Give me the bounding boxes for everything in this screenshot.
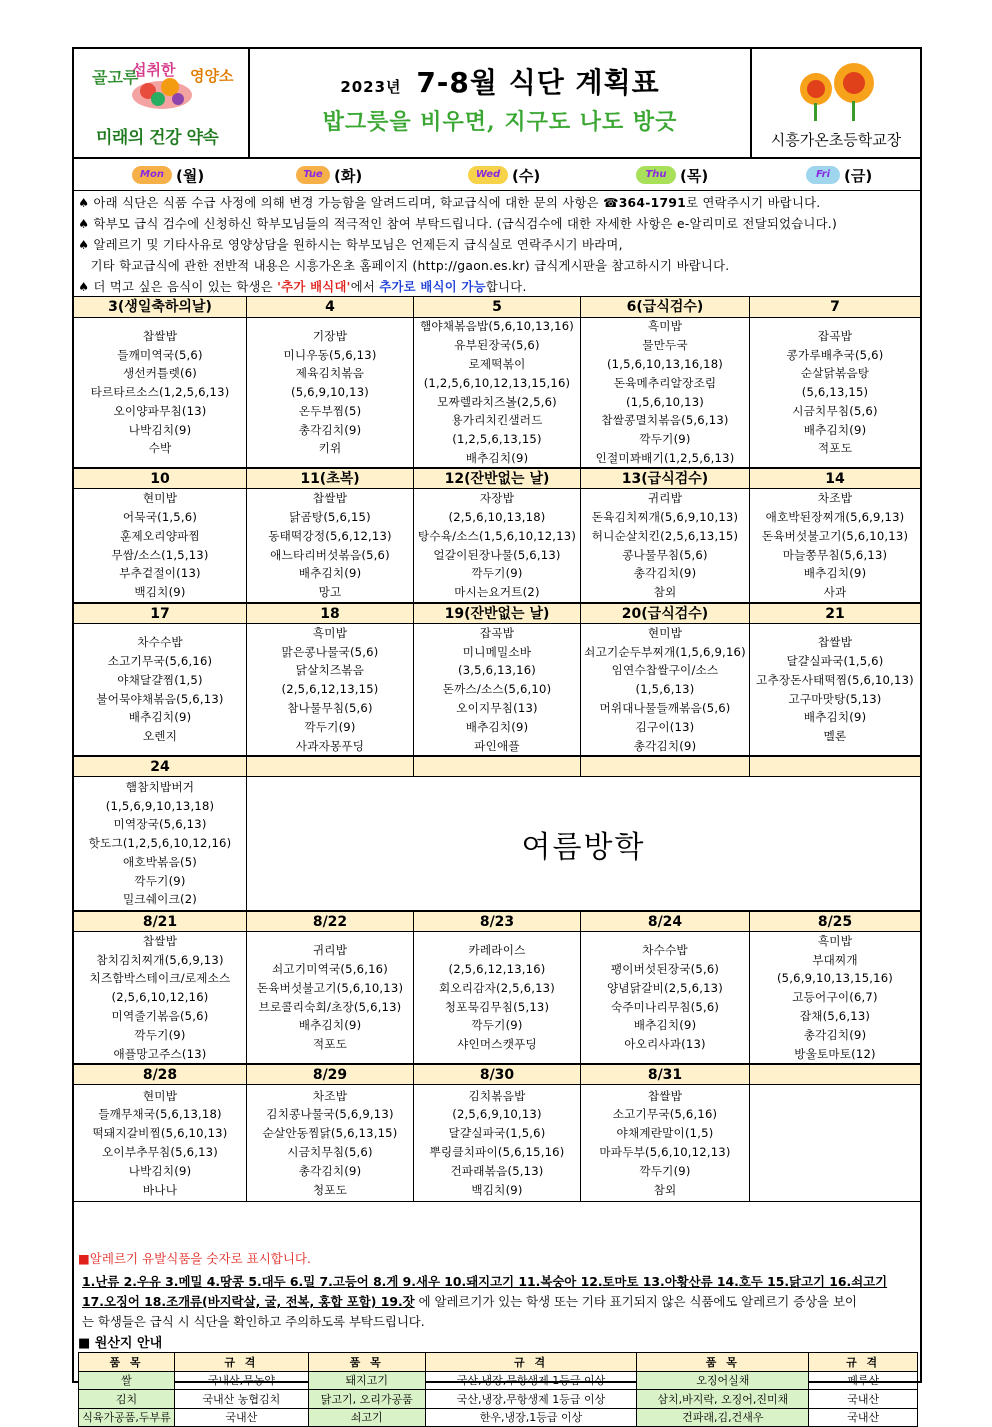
date-cell: 8/22 xyxy=(247,912,414,932)
weekday-thu xyxy=(636,163,708,187)
menu-item: 돈육버섯불고기(5,6,10,13) xyxy=(761,528,909,543)
allergy-title: ■알레르기 유발식품을 숫자로 표시합니다. xyxy=(78,1251,311,1266)
menu-cell xyxy=(750,932,920,1063)
menu-item: 현미밥 xyxy=(142,1088,178,1103)
menu-item: 돈까스/소스(5,6,10) xyxy=(442,682,552,697)
date-cell: 20(급식검수) xyxy=(581,604,750,624)
menu-item: 키위 xyxy=(318,441,342,456)
weekday-badge: Tue xyxy=(296,166,330,184)
menu-item: 오렌지 xyxy=(142,729,178,744)
menu-item: 시금치무침(5,6) xyxy=(287,1145,373,1159)
menu-item: 찹쌀밥 xyxy=(142,933,178,948)
date-row xyxy=(74,603,920,624)
menu-row xyxy=(74,1085,920,1202)
menu-item: 배추김치(9) xyxy=(465,450,529,465)
menu-item: 배추김치(9) xyxy=(803,710,867,725)
notice-line: ♠ 학부모 급식 검수에 신청하신 학부모님들의 적극적인 참여 부탁드립니다. (급식검수에 대한 자세한 사항은 e-알리미로 전달되었습니다.) xyxy=(78,217,838,231)
menu-item: 총각김치(9) xyxy=(298,422,362,437)
origin-row: 김치 국내산 농협김치 닭고기, 오리가공품 국산,냉장,무항생제 1등급 이상 삼치,바지락, 오징어,진미채 국내산 xyxy=(79,1390,918,1409)
weekday-label: (수) xyxy=(512,166,541,185)
menu-item: 인절미꽈배기(1,2,5,6,13) xyxy=(595,450,735,465)
menu-item: 참치김치찌개(5,6,9,13) xyxy=(96,952,224,967)
title-text: 7-8월 식단 계획표 xyxy=(416,66,660,99)
date-cell: 12(잔반없는 날) xyxy=(414,469,581,489)
menu-item: 차수수밥 xyxy=(642,943,688,958)
date-cell: 13(급식검수) xyxy=(581,469,750,489)
menu-item: (1,5,6,13) xyxy=(635,682,695,697)
menu-item: 타르타르소스(1,2,5,6,13) xyxy=(90,385,230,400)
menu-cell xyxy=(247,1085,414,1201)
menu-item: 아오리사과(13) xyxy=(624,1037,706,1052)
menu-cell xyxy=(581,624,750,755)
menu-item: 미역줄기볶음(5,6) xyxy=(111,1008,209,1023)
menu-item: 동태떡강정(5,6,12,13) xyxy=(268,528,392,543)
menu-item: 흑미밥 xyxy=(647,319,683,334)
menu-item: 물만두국 xyxy=(642,338,688,353)
menu-item: 콩나물무침(5,6) xyxy=(622,547,708,562)
menu-item: 배추김치(9) xyxy=(465,719,529,734)
menu-item: (2,5,6,9,10,13) xyxy=(452,1107,542,1122)
menu-item: 적포도 xyxy=(312,1037,348,1052)
menu-item: 사과 xyxy=(823,585,847,600)
menu-item: 훈제오리양파찜 xyxy=(120,528,200,543)
weekday-tue xyxy=(296,163,362,187)
menu-item: (5,6,9,10,13) xyxy=(290,385,370,400)
menu-item: 나박김치(9) xyxy=(128,422,192,437)
weekday-label: (화) xyxy=(334,166,363,185)
date-row xyxy=(74,756,920,777)
date-cell: 8/28 xyxy=(74,1065,247,1085)
menu-cell xyxy=(74,624,247,755)
menu-cell xyxy=(247,932,414,1063)
weekday-wed xyxy=(468,163,540,187)
date-cell: 19(잔반없는 날) xyxy=(414,604,581,624)
menu-item: 애느타리버섯볶음(5,6) xyxy=(270,547,390,562)
menu-item: 차조밥 xyxy=(312,1088,348,1103)
menu-item: 샤인머스캣푸딩 xyxy=(457,1037,537,1052)
menu-item: 모짜렐라치즈볼(2,5,6) xyxy=(437,394,557,409)
menu-item: 치즈함박스테이크/로제소스 xyxy=(89,971,231,986)
menu-item: 순살닭볶음탕 xyxy=(800,366,870,381)
weekday-label: (금) xyxy=(844,166,873,185)
slogan: 밥그릇을 비우면, 지구도 나도 방긋 xyxy=(322,109,678,135)
date-cell xyxy=(750,757,920,777)
menu-item: 애호박볶음(5) xyxy=(122,854,198,869)
page-title xyxy=(250,61,750,101)
logo-subtitle: 미래의 건강 약속 xyxy=(96,128,219,148)
date-cell: 8/25 xyxy=(817,914,853,930)
menu-item: 참외 xyxy=(653,1182,677,1197)
school-area xyxy=(752,49,920,157)
weekday-badge: Wed xyxy=(468,166,508,184)
date-cell: 8/29 xyxy=(247,1065,414,1085)
menu-item: 부추겉절이(13) xyxy=(119,566,201,581)
menu-item: 생선커틀렛(6) xyxy=(122,366,198,381)
menu-item: 유부된장국(5,6) xyxy=(454,338,540,353)
menu-item: 오이양파무침(13) xyxy=(113,403,207,418)
menu-item: 흑미밥 xyxy=(817,933,853,948)
weekday-header xyxy=(74,159,920,191)
menu-item: 청포묵김무침(5,13) xyxy=(444,999,550,1014)
menu-cell xyxy=(247,624,414,755)
menu-item: 김치볶음밥 xyxy=(468,1088,526,1103)
menu-item: 애플망고주스(13) xyxy=(113,1046,207,1061)
menu-cell xyxy=(750,318,920,467)
menu-item: 찹쌀밥 xyxy=(817,635,853,650)
origin-title: ■ 원산지 안내 xyxy=(78,1336,163,1351)
menu-item: (1,5,6,10,13) xyxy=(625,394,705,409)
menu-item: 마시는요거트(2) xyxy=(454,585,540,600)
weekday-badge: Thu xyxy=(636,166,676,184)
menu-cell xyxy=(581,489,750,602)
menu-item: 콩가루배추국(5,6) xyxy=(786,347,884,362)
menu-item: 시금치무침(5,6) xyxy=(792,403,878,418)
menu-item: 애호박된장찌개(5,6,9,13) xyxy=(765,509,905,524)
menu-item: 차조밥 xyxy=(817,491,853,506)
menu-item: 소고기무국(5,6,16) xyxy=(612,1107,718,1122)
menu-item: 깍두기(9) xyxy=(471,1018,523,1033)
menu-item: 얼갈이된장나물(5,6,13) xyxy=(433,547,561,562)
menu-item: 돈육버섯불고기(5,6,10,13) xyxy=(256,980,404,995)
date-cell: 5 xyxy=(414,297,581,317)
menu-cell xyxy=(414,1085,581,1201)
menu-item: 돈육메추리알장조림 xyxy=(613,375,717,390)
menu-item: 배추김치(9) xyxy=(633,1018,697,1033)
menu-cell xyxy=(74,777,247,910)
weekday-label: (목) xyxy=(680,166,709,185)
menu-item: 현미밥 xyxy=(647,625,683,640)
vacation-label: 여름방학 xyxy=(521,829,646,865)
menu-item: 나박김치(9) xyxy=(128,1163,192,1178)
menu-cell xyxy=(414,318,581,467)
flowers-icon xyxy=(788,59,888,123)
date-cell: 8/21 xyxy=(74,912,247,932)
menu-cell xyxy=(581,1085,750,1201)
date-cell xyxy=(750,1065,920,1085)
menu-item: (1,5,6,9,10,13,18) xyxy=(105,798,215,813)
menu-item: 참외 xyxy=(653,585,677,600)
menu-item: 카레라이스 xyxy=(468,943,526,958)
date-cell: 4 xyxy=(247,297,414,317)
menu-item: 마늘쫑무침(5,6,13) xyxy=(782,547,888,562)
menu-item: 배추김치(9) xyxy=(298,1018,362,1033)
menu-item: 깍두기(9) xyxy=(639,432,691,447)
notice-line: ♠ 아래 식단은 식품 수급 사정에 의해 변경 가능함을 알려드리며, 학교급식에 대한 문의 사항은 ☎364-1791로 연락주시기 바랍니다. xyxy=(78,196,821,210)
menu-item: 찹쌀콩멸치볶음(5,6,13) xyxy=(601,413,729,428)
menu-item: 불어묵야채볶음(5,6,13) xyxy=(96,691,224,706)
menu-item: 총각김치(9) xyxy=(633,738,697,753)
menu-item: 회오리감자(2,5,6,13) xyxy=(439,980,555,995)
date-row xyxy=(74,468,920,489)
svg-text:영양소: 영양소 xyxy=(190,67,234,85)
menu-item: 제육김치볶음 xyxy=(295,366,365,381)
date-cell: 18 xyxy=(247,604,414,624)
menu-item: 잡곡밥 xyxy=(817,328,853,343)
menu-row xyxy=(74,932,920,1064)
menu-item: 닭곰탕(5,6,15) xyxy=(289,509,371,524)
menu-item: (2,5,6,12,13,16) xyxy=(448,961,546,976)
menu-item: 마파두부(5,6,10,12,13) xyxy=(599,1145,731,1159)
menu-item: 청포도 xyxy=(312,1182,348,1197)
menu-item: 핫도그(1,2,5,6,10,12,16) xyxy=(88,836,232,851)
weekday-label: (월) xyxy=(176,166,205,185)
menu-item: (1,2,5,6,13,15) xyxy=(452,432,542,447)
notice-line: 기타 학교급식에 관한 전반적 내용은 시흥가온초 홈페이지 (http://gaon.es.kr) 급식게시판을 참고하시기 바랍니다. xyxy=(78,259,730,273)
menu-item: 백김치(9) xyxy=(471,1182,523,1197)
menu-cell xyxy=(581,932,750,1063)
menu-item: 잡곡밥 xyxy=(479,625,515,640)
menu-item: (5,6,13,15) xyxy=(801,385,869,400)
menu-item: 허니순살치킨(2,5,6,13,15) xyxy=(591,528,739,543)
menu-item: 찹쌀밥 xyxy=(647,1088,683,1103)
date-cell: 14 xyxy=(825,471,845,487)
menu-item: 배추김치(9) xyxy=(298,566,362,581)
menu-item: 배추김치(9) xyxy=(803,566,867,581)
date-cell: 24 xyxy=(74,757,247,777)
menu-item: (2,5,6,12,13,15) xyxy=(281,682,379,697)
menu-item: 바나나 xyxy=(142,1182,178,1197)
menu-item: 햄참치밥버거 xyxy=(125,779,195,794)
menu-item: 머위대나물들깨볶음(5,6) xyxy=(599,700,731,715)
menu-item: 고등어구이(6,7) xyxy=(792,990,878,1005)
date-cell: 3(생일축하의날) xyxy=(74,297,247,317)
menu-item: 달걀실파국(1,5,6) xyxy=(448,1126,546,1141)
date-row xyxy=(74,911,920,932)
notice-line: ♠ 더 먹고 싶은 음식이 있는 학생은 '추가 배식대'에서 추가로 배식이 가능합니다. xyxy=(78,280,527,294)
menu-item: 귀리밥 xyxy=(647,491,683,506)
menu-item: 찹쌀밥 xyxy=(142,328,178,343)
menu-item: 어묵국(1,5,6) xyxy=(122,509,198,524)
origin-row: 식육가공품,두부류 국내산 쇠고기 한우,냉장,1등급 이상 건파래,김,건새우 국내산 xyxy=(79,1408,918,1427)
date-cell xyxy=(247,757,414,777)
menu-item: 수박 xyxy=(148,441,172,456)
menu-item: 잡채(5,6,13) xyxy=(799,1008,871,1023)
menu-item: 깍두기(9) xyxy=(304,719,356,734)
menu-item: 참나물무침(5,6) xyxy=(287,700,373,715)
menu-item: (3,5,6,13,16) xyxy=(457,663,537,678)
date-cell: 10 xyxy=(74,469,247,489)
menu-item: 부대찌개 xyxy=(812,952,858,967)
menu-item: 적포도 xyxy=(817,441,853,456)
menu-item: (1,2,5,6,10,12,13,15,16) xyxy=(423,375,571,390)
menu-item: 총각김치(9) xyxy=(803,1027,867,1042)
menu-item: 야채계란말이(1,5) xyxy=(616,1126,714,1141)
menu-item: 오이부추무침(5,6,13) xyxy=(102,1145,218,1159)
menu-item: 순살안동찜닭(5,6,13,15) xyxy=(262,1126,398,1141)
menu-cell xyxy=(750,1085,920,1201)
menu-item: 망고 xyxy=(318,585,342,600)
menu-cell xyxy=(247,489,414,602)
origin-header-row: 품 목 규 격 품 목 규 격 품 목 규 격 xyxy=(79,1353,918,1372)
menu-item: 팽이버섯된장국(5,6) xyxy=(610,961,720,976)
menu-item: 숙주미나리무침(5,6) xyxy=(610,999,720,1014)
menu-item: 김구이(13) xyxy=(635,719,695,734)
menu-item: 사과자몽푸딩 xyxy=(295,738,365,753)
menu-item: 용가리치킨샐러드 xyxy=(451,413,543,428)
notice-box xyxy=(74,191,920,297)
menu-item: 미니메밀소바 xyxy=(462,644,532,659)
origin-row: 쌀 국내산,무농약 돼지고기 국산,냉장,무항생제 1등급 이상 오징어실채 페루산 xyxy=(79,1371,918,1390)
menu-item: 야채달걀찜(1,5) xyxy=(117,672,203,687)
date-cell xyxy=(414,757,581,777)
weekday-badge: Fri xyxy=(806,166,840,184)
menu-item: 달걀실파국(1,5,6) xyxy=(786,653,884,668)
menu-item: 닭살치즈볶음 xyxy=(295,663,365,678)
menu-item: 현미밥 xyxy=(142,491,178,506)
date-cell xyxy=(581,757,750,777)
date-cell: 8/30 xyxy=(414,1065,581,1085)
menu-item: 미역장국(5,6,13) xyxy=(113,817,207,832)
menu-item: 자장밥 xyxy=(479,491,515,506)
date-cell: 8/24 xyxy=(581,912,750,932)
menu-item: 뿌링클치파이(5,6,15,16) xyxy=(429,1145,565,1159)
menu-item: 파인애플 xyxy=(474,738,520,753)
origin-table xyxy=(78,1352,918,1427)
menu-item: 깍두기(9) xyxy=(471,566,523,581)
date-cell: 8/23 xyxy=(414,912,581,932)
menu-item: 깍두기(9) xyxy=(639,1163,691,1178)
menu-item: (2,5,6,10,13,18) xyxy=(448,509,546,524)
menu-item: 쇠고기미역국(5,6,16) xyxy=(272,961,388,976)
notice-line: ♠ 알레르기 및 기타사유로 영양상담을 원하시는 학부모님은 언제든지 급식실로 연락주시기 바라며, xyxy=(78,238,623,252)
menu-item: 온두부찜(5) xyxy=(298,403,362,418)
menu-item: 백김치(9) xyxy=(134,585,186,600)
date-row xyxy=(74,1064,920,1085)
menu-item: 떡돼지갈비찜(5,6,10,13) xyxy=(92,1126,228,1141)
menu-item: 기장밥 xyxy=(312,328,348,343)
menu-cell xyxy=(750,624,920,755)
logo-area xyxy=(74,49,250,157)
menu-item: 오이지무침(13) xyxy=(456,700,538,715)
menu-item: 햄야채볶음밥(5,6,10,13,16) xyxy=(420,319,574,334)
svg-text:섭취한: 섭취한 xyxy=(132,61,176,79)
sheet-header xyxy=(74,49,920,159)
date-cell: 8/31 xyxy=(581,1065,750,1085)
weekday-mon xyxy=(132,163,204,187)
weekday-fri xyxy=(806,163,872,187)
menu-row xyxy=(74,624,920,756)
menu-item: 들깨무채국(5,6,13,18) xyxy=(98,1107,222,1122)
menu-item: 배추김치(9) xyxy=(803,422,867,437)
menu-item: 차수수밥 xyxy=(137,635,183,650)
menu-item: 배추김치(9) xyxy=(128,710,192,725)
menu-item: 건파래볶음(5,13) xyxy=(450,1163,544,1178)
menu-cell xyxy=(74,1085,247,1201)
menu-item: 김치콩나물국(5,6,9,13) xyxy=(266,1107,394,1122)
menu-item: 쇠고기순두부찌개(1,5,6,9,16) xyxy=(584,644,746,659)
svg-text:골고루: 골고루 xyxy=(92,68,139,87)
menu-sheet xyxy=(72,47,922,1425)
menu-item: 탕수육/소스(1,5,6,10,12,13) xyxy=(417,528,577,543)
menu-item: 소고기무국(5,6,16) xyxy=(107,653,213,668)
menu-item: 흑미밥 xyxy=(312,625,348,640)
date-row xyxy=(74,297,920,318)
menu-item: 임연수찹쌀구이/소스 xyxy=(611,663,719,678)
menu-item: 로제떡볶이 xyxy=(468,356,526,371)
menu-item: 방울토마토(12) xyxy=(794,1046,876,1061)
menu-item: 총각김치(9) xyxy=(298,1163,362,1178)
year: 2023년 xyxy=(340,78,402,96)
menu-item: 양념닭갈비(2,5,6,13) xyxy=(607,980,723,995)
menu-item: 무쌈/소스(1,5,13) xyxy=(111,547,209,562)
menu-item: 맑은콩나물국(5,6) xyxy=(281,644,379,659)
menu-item: 브로콜리숙회/초장(5,6,13) xyxy=(258,999,402,1014)
menu-row xyxy=(74,777,920,911)
title-area xyxy=(250,49,752,157)
date-cell: 6(급식검수) xyxy=(581,297,750,317)
menu-cell xyxy=(247,318,414,467)
menu-cell xyxy=(581,318,750,467)
menu-row xyxy=(74,318,920,468)
weekday-badge: Mon xyxy=(132,166,172,184)
menu-cell xyxy=(74,932,247,1063)
menu-item: (1,5,6,10,13,16,18) xyxy=(606,356,724,371)
menu-item: 깍두기(9) xyxy=(134,1027,186,1042)
menu-row xyxy=(74,489,920,603)
menu-item: 총각김치(9) xyxy=(633,566,697,581)
menu-item: 돈육김치찌개(5,6,9,10,13) xyxy=(591,509,739,524)
menu-cell xyxy=(414,624,581,755)
menu-item: 고구마맛탕(5,13) xyxy=(788,691,882,706)
menu-item: 고추장돈사태떡찜(5,6,10,13) xyxy=(756,672,914,687)
menu-cell xyxy=(414,932,581,1063)
menu-cell xyxy=(414,489,581,602)
menu-item: 찹쌀밥 xyxy=(312,491,348,506)
date-cell: 17 xyxy=(74,604,247,624)
menu-item: 귀리밥 xyxy=(312,943,348,958)
menu-item: (5,6,9,10,13,15,16) xyxy=(776,971,894,986)
school-name: 시흥가온초등학교장 xyxy=(770,131,902,149)
date-cell: 7 xyxy=(830,299,840,315)
menu-item: 깍두기(9) xyxy=(134,873,186,888)
date-cell: 21 xyxy=(825,606,845,622)
menu-item: 들깨미역국(5,6) xyxy=(117,347,203,362)
date-cell: 11(초복) xyxy=(247,469,414,489)
menu-item: (2,5,6,10,12,16) xyxy=(111,990,209,1005)
menu-item: 밀크쉐이크(2) xyxy=(122,892,198,907)
nutrition-logo-icon xyxy=(86,57,238,113)
allergy-legend: 1.난류 2.우유 3.메밀 4.땅콩 5.대두 6.밀 7.고등어 8.게 9.새우 10.돼지고기 11.복숭아 12.토마토 13.아황산류 14.호두 15.닭고기 16.쇠고기 17.오징어 18.조개류(바지락살, 굴, 전복, 홍합 포함) 19.잣 에 알레르기가 있는 학생 또는 기타 표기되지 않은 식품에도 알레르기 증상을 보이 는 학생들은 급식 시 식단을 확인하고 주의하도록 부탁드립니다. xyxy=(82,1274,888,1329)
menu-cell xyxy=(74,489,247,602)
menu-cell xyxy=(750,489,920,602)
menu-cell xyxy=(74,318,247,467)
menu-item: 미니우동(5,6,13) xyxy=(283,347,377,362)
menu-item: 멜론 xyxy=(823,729,847,744)
